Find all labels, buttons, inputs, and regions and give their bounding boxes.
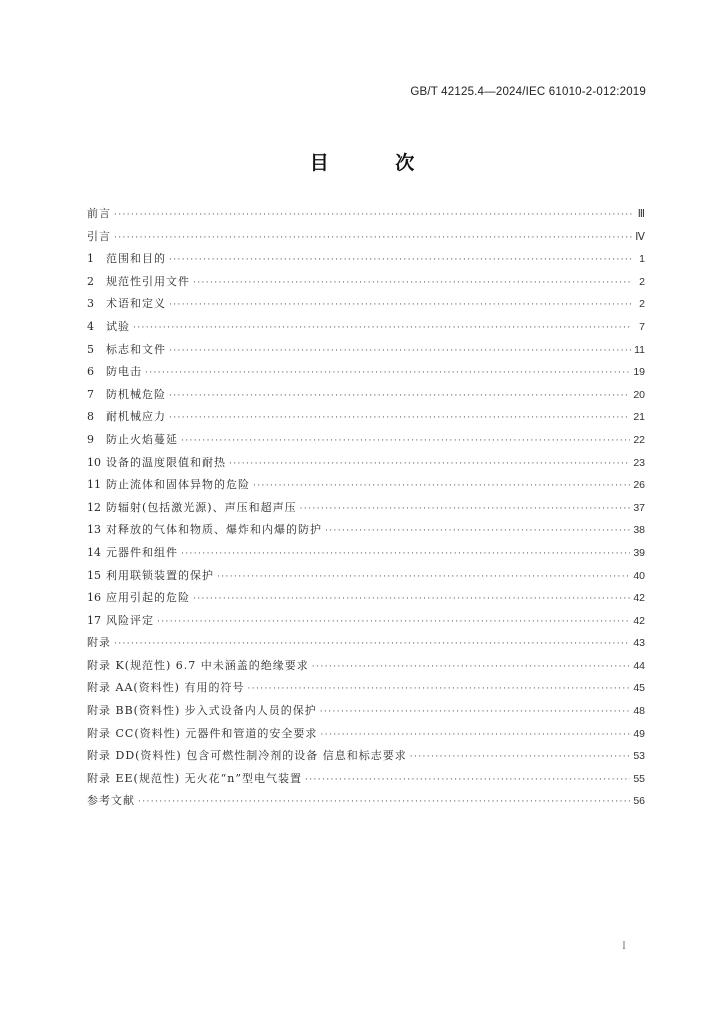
toc-entry-label: 附录 [87, 636, 111, 650]
toc-entry-page: 55 [633, 772, 645, 785]
toc-entry-page: Ⅲ [637, 208, 645, 220]
toc-entry-annex-k[interactable] [87, 657, 645, 680]
toc-entry-label: 前言 [87, 207, 111, 220]
toc-entry-number: 12 [87, 500, 101, 514]
toc-entry-label: 防辐射(包括激光源)、声压和超声压 [106, 500, 297, 514]
toc-entry-section-14[interactable] [87, 544, 645, 567]
toc-entry-page: 42 [633, 592, 645, 605]
toc-title: 目 次 [309, 152, 445, 174]
toc-entry-page: 53 [633, 750, 645, 763]
toc-entry-number: 1 [87, 252, 94, 266]
toc-entry-label: 防止火焰蔓延 [106, 432, 178, 446]
toc-entry-page: 26 [633, 479, 645, 492]
toc-entry-page: 7 [639, 320, 645, 333]
toc-entry-section-6[interactable] [87, 363, 645, 386]
toc-entry-section-9[interactable] [87, 431, 645, 454]
toc-entry-label: 应用引起的危险 [106, 591, 190, 605]
toc-entry-annex-dd[interactable] [87, 747, 645, 770]
toc-entry-introduction[interactable] [87, 228, 645, 251]
toc-entry-label: 标志和文件 [106, 342, 166, 356]
toc-entry-number: 10 [87, 455, 101, 469]
toc-entry-page: 43 [633, 637, 645, 650]
toc-entry-page: 21 [633, 411, 645, 424]
toc-entry-page: 20 [633, 388, 645, 401]
toc-entry-page: 45 [633, 682, 645, 695]
dot-leader [410, 752, 631, 762]
dot-leader [169, 255, 632, 265]
toc-entry-number: 11 [87, 478, 101, 492]
toc-entry-page: 11 [634, 343, 645, 356]
toc-entry-label: 范围和目的 [106, 252, 166, 266]
toc-entry-number: 16 [87, 591, 101, 605]
dot-leader [247, 684, 630, 694]
toc-entry-page: 1 [639, 253, 645, 266]
toc-entry-label: 附录 K(规范性) 6.7 中未涵盖的绝缘要求 [87, 658, 309, 672]
toc-entry-label: 防电击 [106, 365, 142, 379]
toc-entry-label: 元器件和组件 [106, 545, 178, 559]
dot-leader [312, 662, 631, 672]
toc-entry-label: 附录 DD(资料性) 包含可燃性制冷剂的设备 信息和标志要求 [87, 749, 407, 763]
dot-leader [193, 278, 632, 288]
toc-entry-label: 参考文献 [87, 794, 135, 808]
toc-entry-label: 防机械危险 [106, 387, 166, 401]
dot-leader [229, 459, 630, 469]
toc-entry-page: 40 [633, 569, 645, 582]
toc-entry-page: 49 [633, 727, 645, 740]
toc-entry-annex-cc[interactable] [87, 725, 645, 748]
dot-leader [181, 436, 630, 446]
toc-entry-number: 2 [87, 274, 94, 288]
toc-entry-number: 4 [87, 319, 94, 333]
toc-entry-label: 利用联锁装置的保护 [106, 568, 214, 582]
dot-leader [114, 210, 632, 220]
toc-entry-section-4[interactable] [87, 318, 645, 341]
toc-entry-bibliography[interactable] [87, 792, 645, 815]
dot-leader [169, 300, 632, 310]
toc-entry-section-10[interactable] [87, 454, 645, 477]
toc-entry-section-17[interactable] [87, 612, 645, 635]
toc-entry-label: 附录 EE(规范性) 无火花“n”型电气装置 [87, 771, 302, 785]
toc-entry-label: 附录 AA(资料性) 有用的符号 [87, 681, 245, 695]
toc-entry-section-16[interactable] [87, 589, 645, 612]
dot-leader [145, 368, 630, 378]
toc-entry-section-15[interactable] [87, 567, 645, 590]
dot-leader [320, 730, 630, 740]
toc-entry-section-8[interactable] [87, 408, 645, 431]
toc-entry-label: 防止流体和固体异物的危险 [106, 478, 250, 492]
toc-entry-page: 39 [633, 546, 645, 559]
dot-leader [300, 504, 631, 514]
toc-entry-page: Ⅳ [635, 230, 645, 243]
toc-entry-number: 3 [87, 297, 94, 311]
toc-entry-section-13[interactable] [87, 521, 645, 544]
toc-entry-page: 37 [633, 501, 645, 514]
toc-entry-page: 2 [639, 275, 645, 288]
dot-leader [181, 549, 630, 559]
dot-leader [320, 707, 631, 717]
toc-entry-label: 规范性引用文件 [106, 274, 190, 288]
toc-entry-annex-aa[interactable] [87, 679, 645, 702]
toc-entry-label: 试验 [106, 319, 130, 333]
table-of-contents [87, 205, 645, 815]
dot-leader [253, 481, 630, 491]
toc-entry-number: 9 [87, 432, 94, 446]
toc-entry-foreword[interactable] [87, 205, 645, 228]
toc-entry-section-7[interactable] [87, 386, 645, 409]
toc-entry-label: 引言 [87, 229, 111, 243]
dot-leader [114, 639, 630, 649]
dot-leader [325, 526, 630, 536]
dot-leader [157, 617, 630, 627]
dot-leader [217, 572, 630, 582]
dot-leader [305, 775, 630, 785]
dot-leader [114, 233, 632, 243]
toc-entry-label: 附录 BB(资料性) 步入式设备内人员的保护 [87, 704, 317, 718]
dot-leader [169, 391, 630, 401]
toc-entry-label: 风险评定 [106, 613, 154, 627]
toc-entry-label: 设备的温度限值和耐热 [106, 455, 226, 469]
toc-entry-number: 17 [87, 613, 101, 627]
toc-entry-section-2[interactable] [87, 273, 645, 296]
toc-entry-number: 5 [87, 342, 94, 356]
toc-entry-number: 8 [87, 410, 94, 424]
toc-entry-section-11[interactable] [87, 476, 645, 499]
toc-entry-page: 22 [633, 433, 645, 446]
toc-entry-label: 术语和定义 [106, 297, 166, 311]
dot-leader [133, 323, 632, 333]
dot-leader [169, 413, 630, 423]
toc-entry-page: 2 [639, 298, 645, 311]
toc-entry-page: 48 [633, 705, 645, 718]
standard-code: GB/T 42125.4—2024/IEC 61010-2-012:2019 [410, 86, 646, 98]
toc-entry-label: 附录 CC(资料性) 元器件和管道的安全要求 [87, 726, 318, 740]
toc-entry-number: 7 [87, 387, 94, 401]
toc-entry-page: 42 [633, 614, 645, 627]
toc-entry-section-5[interactable] [87, 341, 645, 364]
dot-leader [193, 594, 630, 604]
toc-entry-number: 14 [87, 545, 101, 559]
toc-entry-label: 耐机械应力 [106, 410, 166, 424]
toc-entry-section-1[interactable] [87, 250, 645, 273]
toc-entry-annexes[interactable] [87, 634, 645, 657]
toc-entry-page: 56 [633, 795, 645, 808]
toc-entry-page: 19 [633, 366, 645, 379]
toc-entry-page: 23 [633, 456, 645, 469]
toc-entry-page: 44 [633, 659, 645, 672]
toc-entry-page: 38 [633, 524, 645, 537]
dot-leader [138, 797, 630, 807]
toc-entry-label: 对释放的气体和物质、爆炸和内爆的防护 [106, 523, 322, 537]
toc-entry-number: 6 [87, 365, 94, 379]
toc-entry-section-12[interactable] [87, 499, 645, 522]
dot-leader [169, 346, 631, 356]
toc-entry-annex-ee[interactable] [87, 770, 645, 793]
toc-entry-section-3[interactable] [87, 295, 645, 318]
toc-entry-annex-bb[interactable] [87, 702, 645, 725]
toc-entry-number: 15 [87, 568, 101, 582]
toc-entry-number: 13 [87, 523, 101, 537]
page-number: Ⅰ [622, 941, 626, 952]
